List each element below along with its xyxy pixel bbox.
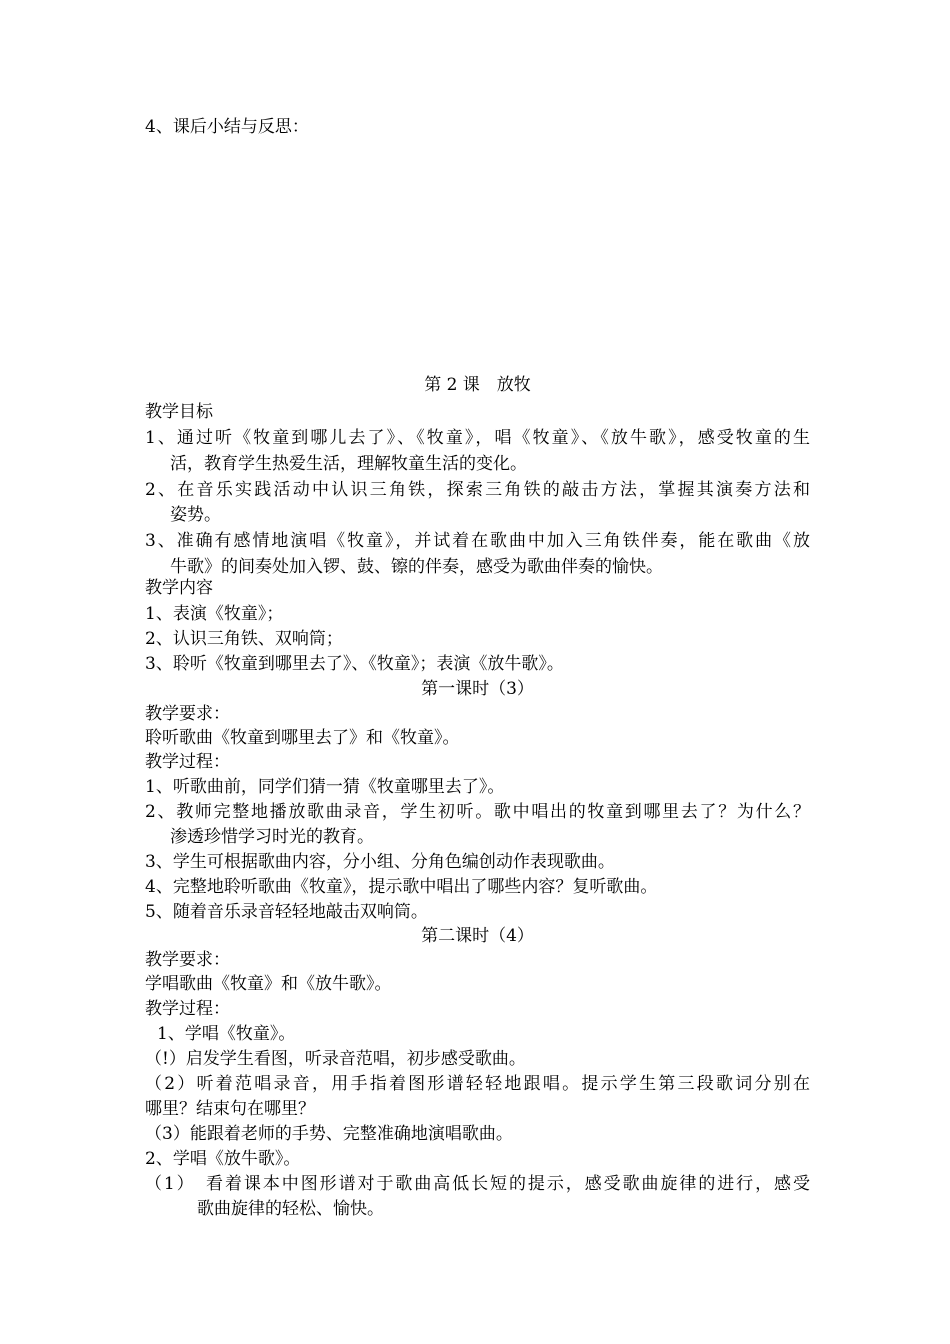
summary-heading: 4、课后小结与反思： <box>145 117 309 137</box>
goal-3-line1: 3、准确有感情地演唱《牧童》，并试着在歌曲中加入三角铁伴奏，能在歌曲《放 <box>145 531 810 551</box>
goals-heading: 教学目标 <box>145 402 213 422</box>
period2-proc-heading: 教学过程： <box>145 999 230 1019</box>
content-item-3: 3、聆听《牧童到哪里去了》、《牧童》；表演《放牛歌》。 <box>145 654 564 674</box>
period1-req: 聆听歌曲《牧童到哪里去了》和《牧童》。 <box>145 728 460 748</box>
period2-step-1: 1、学唱《牧童》。 <box>157 1024 296 1044</box>
goal-1-line2: 活，教育学生热爱生活，理解牧童生活的变化。 <box>170 454 527 474</box>
period1-req-heading: 教学要求： <box>145 704 230 724</box>
period2-req-heading: 教学要求： <box>145 950 230 970</box>
period2-step-1b-cont: 哪里？结束句在哪里？ <box>145 1099 315 1119</box>
goal-1-line1: 1、通过听《牧童到哪儿去了》、《牧童》，唱《牧童》、《放牛歌》，感受牧童的生 <box>145 428 810 448</box>
period2-title: 第二课时（4） <box>421 926 534 946</box>
period1-step-2: 2、教师完整地播放歌曲录音，学生初听。歌中唱出的牧童到哪里去了？为什么？ <box>145 802 810 822</box>
period1-step-1: 1、听歌曲前，同学们猜一猜《牧童哪里去了》。 <box>145 777 505 797</box>
goal-3-line2: 牛歌》的间奏处加入锣、鼓、镲的伴奏，感受为歌曲伴奏的愉快。 <box>170 557 663 577</box>
content-heading: 教学内容 <box>145 578 213 598</box>
period1-title: 第一课时（3） <box>421 679 534 699</box>
period2-step-1b: （2）听着范唱录音，用手指着图形谱轻轻地跟唱。提示学生第三段歌词分别在 <box>145 1074 810 1094</box>
period1-step-3: 3、学生可根据歌曲内容，分小组、分角色编创动作表现歌曲。 <box>145 852 615 872</box>
period2-step-2: 2、学唱《放牛歌》。 <box>145 1149 301 1169</box>
period1-proc-heading: 教学过程： <box>145 752 230 772</box>
period2-step-2a-cont: 歌曲旋律的轻松、愉快。 <box>197 1199 384 1219</box>
period2-req: 学唱歌曲《牧童》和《放牛歌》。 <box>145 974 392 994</box>
goal-2-line2: 姿势。 <box>170 505 221 525</box>
period2-step-1c: （3）能跟着老师的手势、完整准确地演唱歌曲。 <box>145 1124 513 1144</box>
period1-step-2-cont: 渗透珍惜学习时光的教育。 <box>170 827 374 847</box>
lesson-title: 第 2 课 放牧 <box>424 375 531 395</box>
content-item-2: 2、认识三角铁、双响筒； <box>145 629 343 649</box>
period1-step-5: 5、随着音乐录音轻轻地敲击双响筒。 <box>145 902 428 922</box>
goal-2-line1: 2、在音乐实践活动中认识三角铁，探索三角铁的敲击方法，掌握其演奏方法和 <box>145 480 810 500</box>
period2-step-1a: （!）启发学生看图，听录音范唱，初步感受歌曲。 <box>145 1049 526 1069</box>
period1-step-4: 4、完整地聆听歌曲《牧童》，提示歌中唱出了哪些内容？复听歌曲。 <box>145 877 658 897</box>
content-item-1: 1、表演《牧童》； <box>145 604 284 624</box>
period2-step-2a: （1） 看着课本中图形谱对于歌曲高低长短的提示，感受歌曲旋律的进行，感受 <box>145 1174 810 1194</box>
